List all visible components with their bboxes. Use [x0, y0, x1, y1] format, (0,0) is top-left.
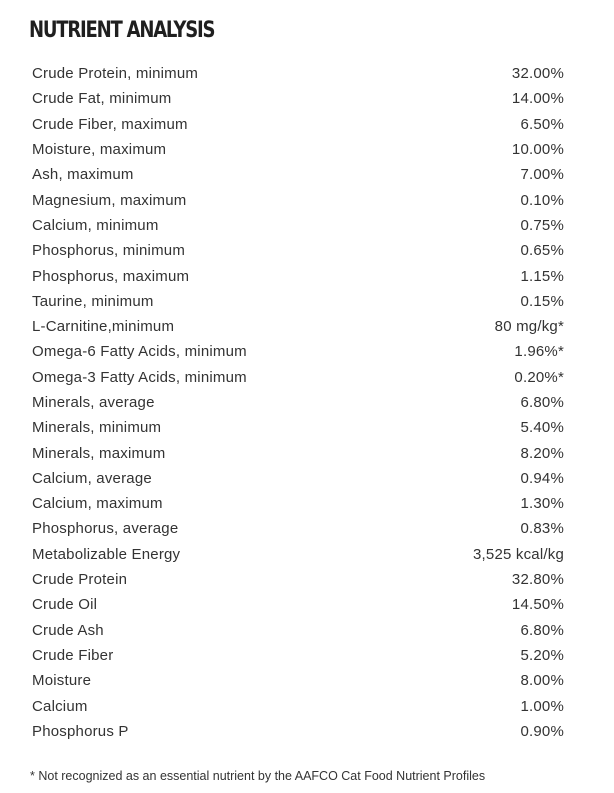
nutrient-label: Crude Oil [32, 596, 98, 614]
nutrient-row [32, 668, 564, 693]
nutrient-row [32, 516, 564, 541]
nutrient-value: 6.50% [520, 115, 564, 133]
nutrient-row [32, 112, 564, 137]
nutrient-value: 6.80% [520, 621, 564, 639]
nutrient-row [32, 213, 564, 238]
footnote: * Not recognized as an essential nutrient by the AAFCO Cat Food Nutrient Profiles [30, 769, 486, 783]
nutrient-row [32, 643, 564, 668]
nutrient-row [32, 390, 564, 415]
nutrient-label: Moisture [32, 672, 92, 690]
nutrient-label: Calcium [32, 697, 88, 715]
nutrient-row [32, 440, 564, 465]
nutrient-row [32, 137, 564, 162]
nutrient-label: Metabolizable Energy [32, 545, 181, 563]
nutrient-label: Phosphorus, minimum [32, 242, 186, 260]
nutrient-label: Calcium, maximum [32, 495, 163, 513]
nutrient-value: 0.90% [520, 722, 564, 740]
nutrient-value: 32.00% [511, 65, 564, 83]
nutrient-label: Crude Fiber, maximum [32, 115, 188, 133]
nutrient-value: 0.65% [520, 242, 564, 260]
nutrient-value: 1.00% [520, 697, 564, 715]
nutrient-label: Calcium, average [32, 469, 152, 487]
nutrient-row [32, 567, 564, 592]
nutrient-value: 14.00% [511, 90, 564, 108]
nutrient-label: Phosphorus P [32, 722, 129, 740]
nutrient-row [32, 466, 564, 491]
nutrient-label: Phosphorus, average [32, 520, 179, 538]
nutrient-label: Ash, maximum [32, 166, 134, 184]
nutrient-row [32, 86, 564, 111]
page-title: NUTRIENT ANALYSIS [29, 18, 215, 43]
nutrient-value: 0.75% [520, 216, 564, 234]
nutrient-value: 3,525 kcal/kg [473, 545, 564, 563]
nutrient-label: Moisture, maximum [32, 141, 167, 159]
nutrient-row [32, 187, 564, 212]
nutrient-row [32, 162, 564, 187]
nutrient-row [32, 314, 564, 339]
nutrient-label: Taurine, minimum [32, 292, 154, 310]
nutrient-value: 0.83% [520, 520, 564, 538]
nutrient-label: Crude Protein, minimum [32, 65, 199, 83]
nutrient-row [32, 339, 564, 364]
nutrient-row [32, 61, 564, 86]
nutrient-value: 0.10% [520, 191, 564, 209]
nutrient-value: 80 mg/kg* [494, 318, 564, 336]
nutrient-row [32, 238, 564, 263]
nutrient-label: Crude Protein [32, 571, 128, 589]
nutrient-row [32, 693, 564, 718]
nutrient-label: Minerals, maximum [32, 444, 166, 462]
nutrient-label: Minerals, average [32, 394, 155, 411]
nutrient-table [32, 61, 564, 744]
nutrient-value: 32.80% [511, 571, 564, 589]
nutrient-label: Crude Ash [32, 621, 104, 639]
nutrient-value: 1.96%* [514, 343, 564, 361]
nutrient-value: 0.15% [520, 292, 564, 310]
nutrient-label: Crude Fat, minimum [32, 90, 172, 108]
nutrient-row [32, 491, 564, 516]
nutrient-value: 10.00% [511, 141, 564, 159]
nutrient-label: Magnesium, maximum [32, 191, 187, 209]
nutrient-value: 5.20% [520, 646, 564, 664]
nutrient-row [32, 289, 564, 314]
nutrient-value: 8.20% [520, 444, 564, 462]
nutrient-label: Omega-3 Fatty Acids, minimum [32, 368, 247, 386]
nutrient-row [32, 592, 564, 617]
nutrient-value: 0.94% [520, 469, 564, 487]
nutrient-value: 1.15% [520, 267, 564, 285]
nutrient-row [32, 263, 564, 288]
nutrient-label: Minerals, minimum [32, 419, 162, 437]
nutrient-label: L-Carnitine,minimum [32, 318, 175, 336]
nutrient-label: Phosphorus, maximum [32, 267, 190, 285]
nutrient-value: 0.20%* [514, 368, 564, 386]
nutrient-label: Crude Fiber [32, 646, 114, 664]
nutrient-value: 14.50% [511, 596, 564, 614]
nutrient-row [32, 415, 564, 440]
nutrient-row [32, 618, 564, 643]
nutrient-row [32, 719, 564, 744]
nutrient-value: 7.00% [520, 166, 564, 184]
nutrient-value: 6.80% [520, 394, 564, 411]
nutrient-label: Calcium, minimum [32, 216, 159, 234]
nutrient-row [32, 542, 564, 567]
nutrient-value: 1.30% [520, 495, 564, 513]
nutrient-row [32, 365, 564, 390]
nutrient-label: Omega-6 Fatty Acids, minimum [32, 343, 247, 361]
nutrient-value: 8.00% [520, 672, 564, 690]
nutrient-value: 5.40% [520, 419, 564, 437]
